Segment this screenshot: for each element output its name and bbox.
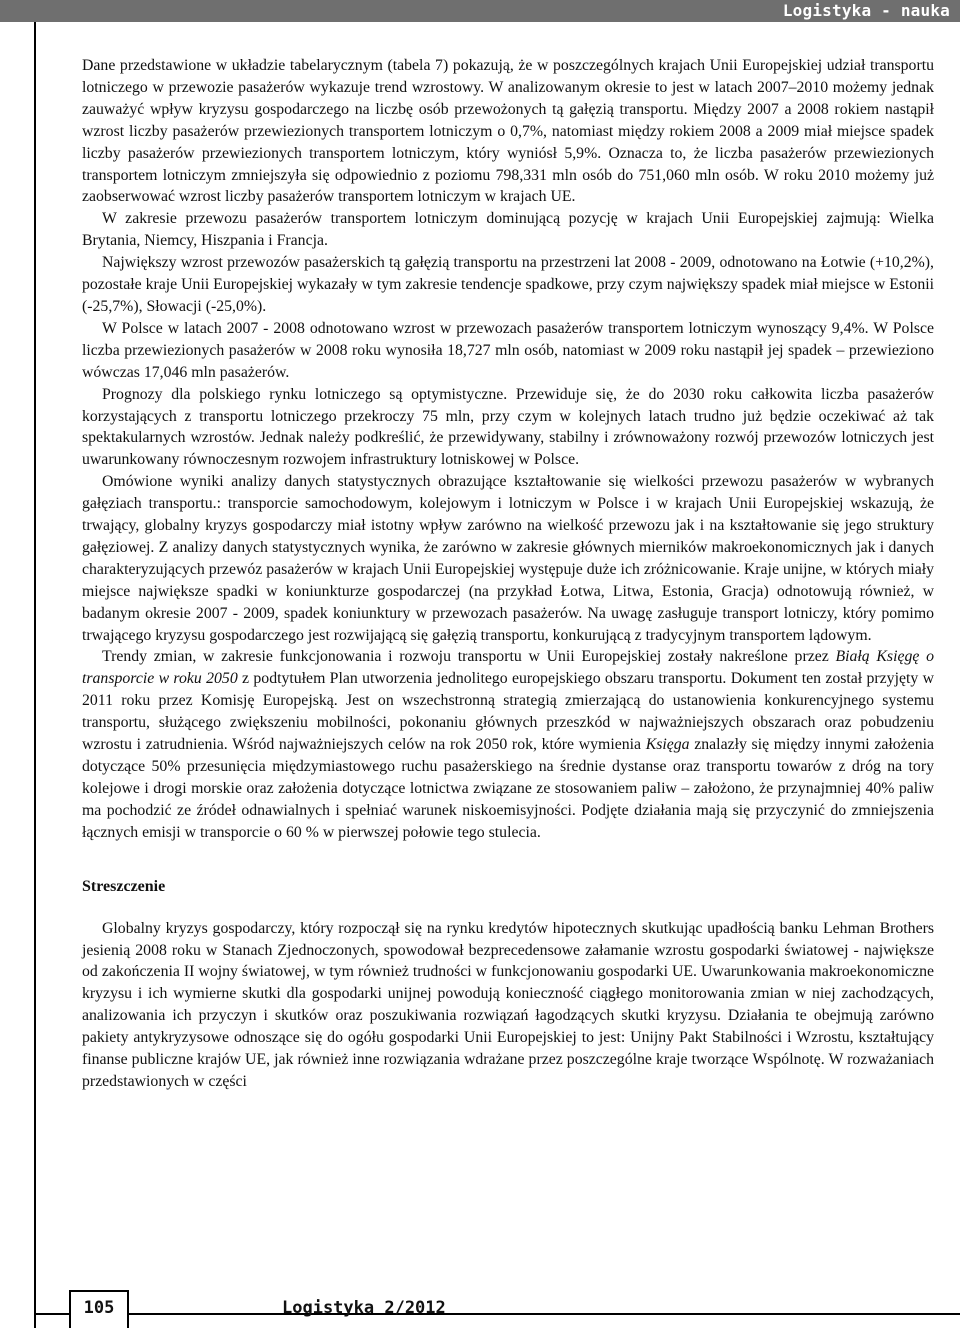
- journal-section-label: Logistyka - nauka: [782, 1, 950, 20]
- paragraph: Największy wzrost przewozów pasażerskich tą gałęzią transportu na przestrzeni lat 2008 - 2009, odnotowano na Łotwie (+10,2%), pozostałe kraje Unii Europejskiej wykazały w tym zakresie tendencje spadkowe, przy czym największy spadek miał miejsce w Estonii (-25,7%), Słowacji (-25,0%).: [82, 254, 934, 315]
- paragraph-trendy: [82, 646, 934, 843]
- text-run: z podtytułem Plan utworzenia jednolitego europejskiego obszaru transportu. Dokument ten został przyjęty w 2011 roku przez Komisję Europejską. Jest on wszechstronną strategią zmierzającą do ustanowienia konkurencyjnego systemu transportu, służącego zwiększeniu mobilności, pokonaniu głównych przeszkód w najważniejszych obszarach oraz pobudzeniu wzrostu i zatrudnienia. Wśród najważniejszych celów na rok 2050 rok, które wymienia: [82, 670, 934, 754]
- paragraph: Prognozy dla polskiego rynku lotniczego są optymistyczne. Przewiduje się, że do 2030 roku całkowita liczba pasażerów korzystających z transportu lotniczego przekroczy 75 mln, przy czym w kolejnych latach trudno już będzie oczekiwać aż tak spektakularnych wzrostów. Jednak należy podkreślić, że przewidywany, stabilny i zrównoważony rozwój przewozów lotniczych jest uwarunkowany równoczesnym rozwojem infrastruktury lotniskowej w Polsce.: [82, 385, 934, 469]
- text-run: znalazły się między innymi założenia dotyczące 50% przesunięcia międzymiastowego ruchu pasażerskiego na średnie dystanse oraz transportu towarów z dróg na tory kolejowe i drogi morskie oraz założenia dotyczące lotnictwa związane ze stosowaniem paliw – założono, że przynajmniej 40% paliw ma pochodzić ze źródeł odnawialnych i spełniać warunek niskoemisyjności. Podjęte działania mają się przyczynić do zmniejszenia łącznych emisji w transporcie o 60 % w pierwszej połowie tego stulecia.: [82, 736, 934, 841]
- bottom-frame-line: [34, 1313, 960, 1315]
- paragraph: Dane przedstawione w układzie tabelarycznym (tabela 7) pokazują, że w poszczególnych krajach Unii Europejskiej udział transportu lotniczego w przewozie pasażerów wykazuje trend wzrostowy. W analizowanym okresie to jest w latach 2007–2010 możemy jednak zauważyć wpływ kryzysu gospodarczego na liczbę osób przewożonych tą gałęzią transportu. Między 2007 a 2008 rokiem nastąpił wzrost liczby pasażerów przewiezionych transportem lotniczym o 0,7%, natomiast między rokiem 2008 a 2009 miał miejsce spadek liczby pasażerów przewiezionych transportem lotniczym, który wyniósł 5,9%. Oznacza to, że liczba pasażerów przewiezionych transportem lotniczym zmniejszyła się odpowiednio z poziomu 798,331 mln osób do 751,060 mln osób. W roku 2010 możemy już zaobserwować wzrost liczby pasażerów transportem lotniczym w krajach UE.: [82, 57, 934, 206]
- paragraph: Omówione wyniki analizy danych statystycznych obrazujące kształtowanie się wielkości przewozu pasażerów w wybranych gałęziach transportu.: transporcie samochodowym, kolejowym i lotniczym w Polsce i w krajach Unii Europejskiej wskazują, że trwający, globalny kryzys gospodarczy miał istotny wpływ zarówno na wielkość przewozu jak i na kształtowanie się jego struktury gałęziowej. Z analizy danych statystycznych wynika, że zarówno w zakresie głównych mierników makroekonomicznych jak i danych charakteryzujących przewóz pasażerów w krajach Unii Europejskiej występuje duże ich zróżnicowanie. Kraje unijne, w których miały miejsce największe spadki w koniunkturze gospodarczej (na przykład Łotwa, Litwa, Estonia, Gracja) odnotowują również, w badanym okresie 2007 - 2009, spadek koniunktury w przewozach pasażerów. Na uwagę zasługuje transport lotniczy, który pomimo trwającego kryzysu gospodarczego jest rozwijającą się gałęzią transportu, konkurującą z tradycyjnym transportem lądowym.: [82, 473, 934, 644]
- header-band: [0, 0, 960, 22]
- text-run: Trendy zmian, w zakresie funkcjonowania i rozwoju transportu w Unii Europejskiej zostały nakreślone przez: [102, 648, 836, 666]
- paragraph: W Polsce w latach 2007 - 2008 odnotowano wzrost w przewozach pasażerów transportem lotniczym wynoszący 9,4%. W Polsce liczba przewiezionych pasażerów w 2008 roku wynosiła 18,727 mln osób, natomiast w 2009 roku nastąpił jej spadek – przewieziono wówczas 17,046 mln pasażerów.: [82, 319, 934, 381]
- article-body: [82, 55, 934, 1093]
- book-title: Białą Księgę o transporcie w roku 2050: [82, 648, 935, 688]
- summary-heading: Streszczenie: [82, 877, 166, 895]
- footer-journal-issue: Logistyka 2/2012: [282, 1298, 446, 1318]
- summary-paragraph: Globalny kryzys gospodarczy, który rozpoczął się na rynku kredytów hipotecznych skutkując upadłością banku Lehman Brothers jesienią 2008 roku w Stanach Zjednoczonych, spowodował bezprecedensowe załamanie wzrostu gospodarki światowej - największe od zakończenia II wojny światowej, w tym również trudności w funkcjonowaniu gospodarki UE. Uwarunkowania makroekonomiczne kryzysu i ich wymierne skutki dla gospodarki unijnej powodują konieczność ciągłego monitorowania zmian w niej zachodzących, analizowania ich przyczyn i skutków oraz poszukiwania rozwiązań łagodzących skutki kryzysu. Działania te obejmują zarówno pakiety antykryzysowe odnoszące się do ogółu gospodarki Unii Europejskiej to jest: Unijny Pakt Stabilności i Wzrostu, kształtujący finanse publiczne krajów UE, jak również inne rozwiązania wdrażane przez poszczególne kraje tworzące Wspólnotę. W rozważaniach przedstawionych w części: [82, 919, 934, 1090]
- paragraph: W zakresie przewozu pasażerów transportem lotniczym dominującą pozycję w krajach Unii Europejskiej zajmują: Wielka Brytania, Niemcy, Hiszpania i Francja.: [82, 210, 934, 250]
- left-frame-line: [34, 22, 36, 1328]
- page-number-box: [69, 1290, 129, 1328]
- book-short-title: Księga: [645, 736, 690, 754]
- page-number: 105: [83, 1298, 115, 1318]
